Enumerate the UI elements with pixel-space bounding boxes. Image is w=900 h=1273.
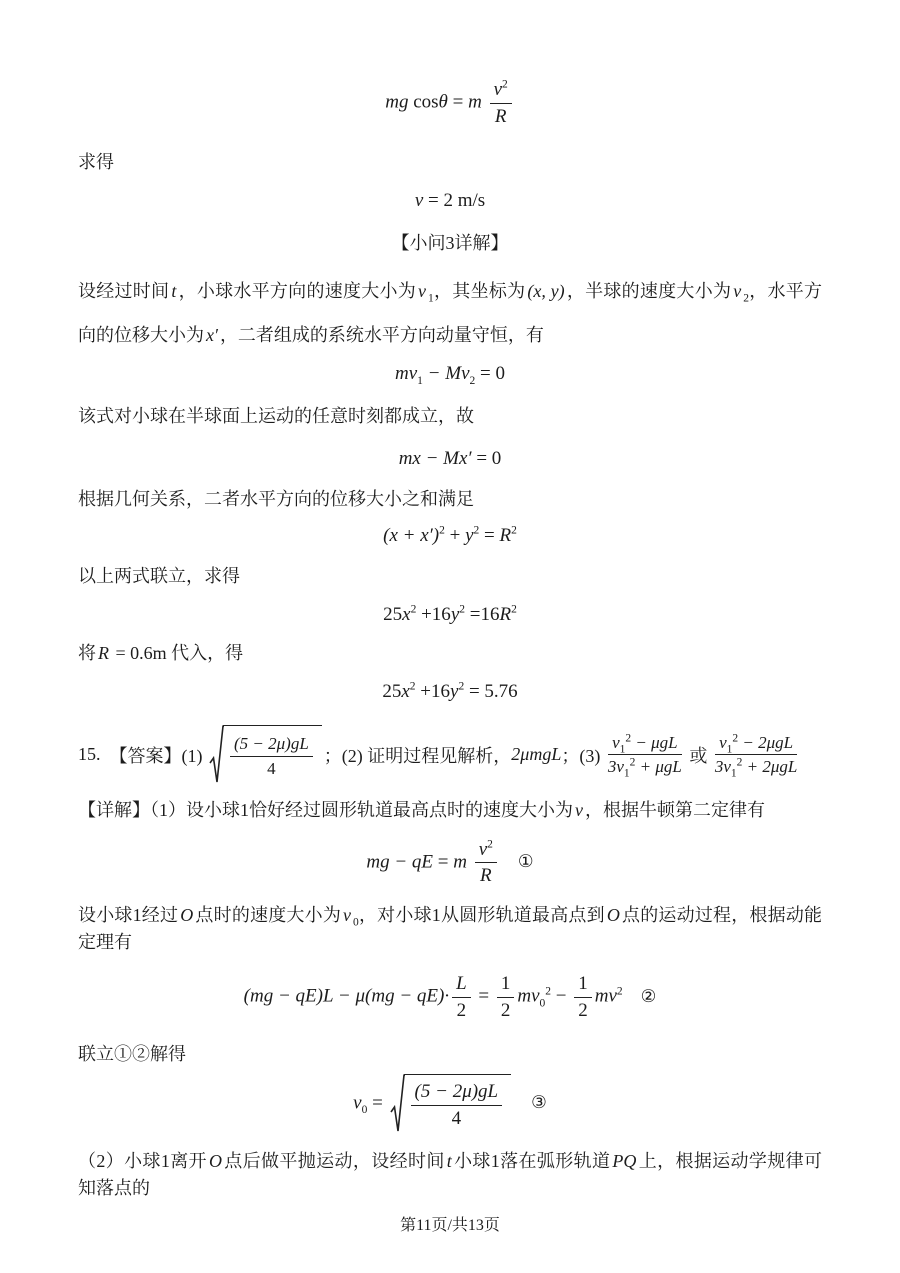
para-detail-1 [78,797,822,824]
math-token: PQ [612,1150,637,1171]
math-token: 2μmgL [511,744,562,764]
radicand [404,1074,512,1134]
answer-line-15 [78,725,822,785]
math-token: v [353,1091,362,1113]
para-part2 [78,1148,822,1202]
math-token: v [343,905,352,925]
math-sub: 0 [353,916,359,929]
header-subquestion3 [78,230,822,257]
text-run: 点时的速度大小为 [195,905,342,925]
fraction-numerator [715,732,798,755]
text-run: 【详解】（1）设小球1恰好经过圆形轨道最高点时的速度大小为 [78,799,573,820]
text-run: 联立①②解得 [78,1043,186,1064]
math-token: = 2 [428,189,458,211]
fraction [574,972,592,1023]
fraction-denominator: 4 [451,1107,462,1129]
fraction-numerator [411,1080,503,1106]
text-run: ；(3) [561,745,605,766]
math-token: 3v [714,757,731,776]
fraction-denominator: 2 [500,999,511,1021]
math-sup: 2 [409,680,416,693]
text-run: 根据几何关系，二者水平方向的位移大小之和满足 [78,488,474,509]
math-token: = 0.6m [111,642,172,663]
text-run: ；(2) 证明过程见解析， [323,745,512,766]
math-sub: 1 [428,292,434,305]
equation-newton [78,838,822,889]
fraction-denominator [490,104,512,129]
label-obtained [78,149,822,176]
math-sup: 2 [732,732,739,745]
question-number: 15. [78,744,101,764]
math-token: v [575,799,583,820]
math-sup: 2 [616,985,623,998]
math-sub: 1 [619,743,626,756]
math-token: t [171,280,177,301]
fraction-numerator [230,733,313,756]
radical-icon [209,725,224,785]
fraction-denominator [714,755,798,780]
equation-tag-3: ③ [531,1092,547,1113]
math-sup: 2 [459,603,465,616]
math-token: (x, y) [527,280,565,301]
square-root [390,1074,512,1134]
equation-ellipse-value [78,681,822,703]
text-run: 将 [78,642,96,663]
math-token: mg [385,91,414,113]
math-sub: 1 [726,743,733,756]
fraction-numerator: 1 [574,972,592,998]
math-token: m/s [457,189,486,211]
text-run: ，水平方向的位移大小为 [78,280,823,345]
fraction-denominator: 4 [267,758,276,778]
math-token: y [450,603,460,625]
text-run: ，根据牛顿第二定律有 [585,799,765,820]
radical-icon [390,1074,405,1134]
math-token: m [453,851,472,873]
fraction-numerator [475,838,497,864]
math-token: v [414,189,428,211]
math-sub: 0 [361,1103,368,1116]
math-token: +16 [415,680,450,702]
math-sup: 2 [487,838,493,851]
math-token: mg − qE [366,851,438,873]
text-run: 或 [684,745,712,766]
fraction-denominator [475,863,497,888]
math-sup: 2 [473,524,480,537]
para-o-point [78,902,822,956]
math-token: mx − Mx′ [398,447,472,469]
math-token: + [444,524,466,546]
math-token: = [473,985,494,1007]
page-number: 第11页/共13页 [400,1216,500,1234]
math-token: v [719,732,727,752]
math-token: R [480,865,492,887]
math-sup: 2 [439,524,445,537]
math-token: R [494,105,507,127]
math-token: x [402,603,411,625]
math-token: = 0 [475,362,505,384]
math-token: = [367,1091,388,1113]
math-sup: 2 [502,78,508,91]
fraction [497,972,515,1023]
equation-speed [78,190,822,212]
equation-displacement [78,448,822,470]
math-token: L [456,973,467,994]
math-token: − Mv [422,362,470,384]
square-root [209,725,322,785]
math-token: mv [395,362,418,384]
fraction-numerator [452,972,471,998]
fraction [490,78,512,129]
math-token: y [450,680,459,702]
math-token: = [437,851,454,873]
fraction [411,1080,503,1131]
fraction [475,838,497,889]
fraction-numerator [490,78,512,104]
math-sup: 2 [629,756,636,769]
math-token: 3v [607,757,624,776]
math-sub: 1 [730,767,737,780]
math-token: = 5.76 [464,680,518,702]
math-sup: 2 [625,732,632,745]
math-token: v [478,838,488,860]
para-substitute [78,640,822,667]
radicand [223,725,322,785]
text-run: ，半球的速度大小为 [566,280,732,301]
math-token: y [465,524,474,546]
math-token: 25 [383,603,403,625]
math-token: + 2μgL [742,757,798,776]
math-sup: 2 [511,603,517,616]
text-run: 【小问3详解】 [391,232,509,253]
math-sup: 2 [511,524,517,537]
fraction-denominator [607,755,682,780]
para-combine [78,563,822,590]
text-run: 求得 [78,151,114,172]
math-token: O [208,1150,222,1171]
text-run: 设小球1经过 [78,905,179,925]
equation-momentum [78,363,822,385]
text-run: 该式对小球在半球面上运动的任意时刻都成立，故 [78,405,474,426]
text-run: 点后做平抛运动，设经时间 [223,1150,445,1171]
math-token: (5 − 2μ)gL [414,1080,499,1102]
math-token: O [606,905,620,925]
math-token: O [180,905,194,925]
math-sub: 1 [623,767,630,780]
math-token: mv [517,985,540,1007]
equation-energy [78,972,822,1023]
math-token: v [493,79,503,100]
math-sup: 2 [545,985,552,998]
equation-tag-1: ① [517,852,534,873]
equation-centripetal [78,78,822,129]
math-token: R [499,603,512,625]
math-token: (x + x′) [383,524,440,546]
text-run: 上，根据运动学规律可知落点的 [78,1150,823,1198]
text-run: 【答案】(1) [100,745,207,766]
equation-geometry [78,525,822,547]
math-sup: 2 [736,756,743,769]
text-run: ，二者组成的系统水平方向动量守恒，有 [219,324,544,345]
fraction [452,972,471,1023]
para-solve [78,1041,822,1068]
math-token: + μgL [635,757,682,776]
fraction [715,732,798,778]
math-token: x′ [206,324,218,345]
para-validity [78,403,822,430]
math-token: =16 [465,603,500,625]
equation-tag-2: ② [640,986,657,1007]
math-token: cos [413,91,439,113]
math-token: − 2μgL [738,732,794,752]
page-footer [78,1212,822,1235]
text-run: 小球1落在弧形轨道 [453,1150,611,1171]
fraction [608,732,682,778]
math-token: x [401,680,410,702]
math-sub: 0 [539,997,546,1010]
math-token: +16 [416,603,451,625]
text-run: （2）小球1离开 [78,1150,207,1171]
equation-v0 [78,1074,822,1134]
math-token: R [499,524,512,546]
text-run: 设经过时间 [78,280,170,301]
math-token: = [452,91,469,113]
para-geometry [78,486,822,513]
math-token: = 0 [471,447,502,469]
fraction [230,733,313,779]
math-sup: 2 [458,680,465,693]
math-token: (mg − qE)L − μ(mg − qE)· [243,985,450,1007]
math-sup: 2 [410,603,417,616]
math-token: θ [438,91,453,113]
math-token: v [733,280,742,301]
text-run: ，小球水平方向的速度大小为 [178,280,417,301]
math-token: mv [594,985,617,1007]
math-sub: 2 [469,374,476,387]
text-run: ，对小球1从圆形轨道最高点到 [358,905,605,925]
math-token: − [551,985,572,1007]
fraction-numerator [608,732,682,755]
math-token: t [446,1150,452,1171]
equation-ellipse-general [78,604,822,626]
text-run: 代入，得 [171,642,244,663]
fraction-numerator: 1 [497,972,515,998]
math-token: − μgL [631,732,678,752]
text-run: 点的运动过程，根据动能定理有 [78,905,823,952]
math-token: (5 − 2μ)gL [234,734,309,754]
math-token: 25 [382,680,402,702]
math-sub: 1 [417,374,423,387]
text-run: 以上两式联立，求得 [78,565,240,586]
math-token: m [468,91,487,113]
math-token: v [612,732,620,752]
math-token: v [418,280,427,301]
fraction-denominator: 2 [578,999,588,1021]
fraction-denominator: 2 [456,999,467,1021]
text-run: ，其坐标为 [433,280,526,301]
math-sub: 2 [743,292,749,305]
math-token: = [479,524,500,546]
para-setup [78,269,822,357]
math-token: R [98,642,109,663]
